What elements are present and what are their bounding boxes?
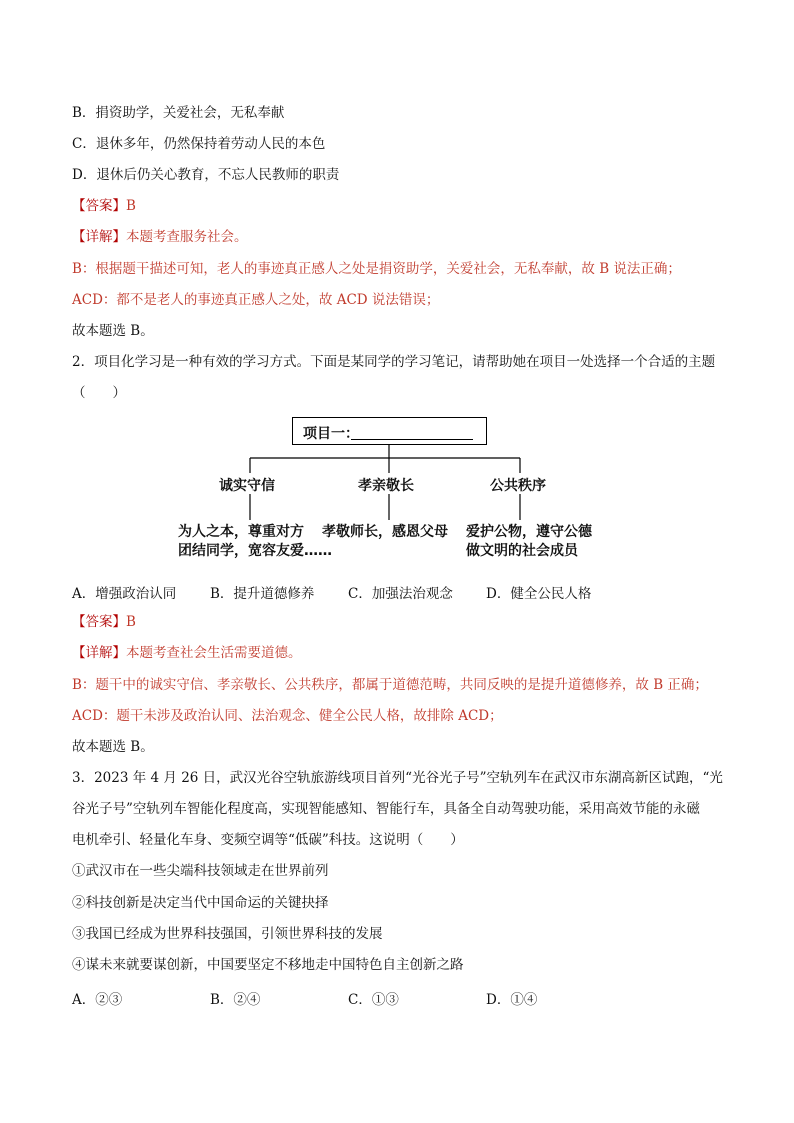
q2-explanation-b: B：题干中的诚实守信、孝亲敬长、公共秩序，都属于道德范畴，共同反映的是提升道德修养，故 B 正确； <box>72 677 708 693</box>
q3-item-1: ①武汉市在一些尖端科技领域走在世界前列 <box>72 863 329 879</box>
branch-filial-piety: 孝亲敬长 <box>358 478 414 494</box>
q3-option-b: B．②④ <box>210 992 261 1008</box>
desc-right-2: 做文明的社会成员 <box>466 543 578 559</box>
q2-options <box>72 582 732 600</box>
q1-answer-line <box>72 197 732 215</box>
q1-option-c: C．退休多年，仍然保持着劳动人民的本色 <box>72 136 326 152</box>
desc-left-1: 为人之本，尊重对方 <box>178 524 304 540</box>
answer-tag: 【答案】 <box>72 198 126 214</box>
q2-detail-line <box>72 644 732 662</box>
desc-right-1: 爱护公物，遵守公德 <box>466 524 592 540</box>
detail-tag: 【详解】 <box>72 229 126 245</box>
q1-detail-line <box>72 228 732 246</box>
q2-conclusion: 故本题选 B。 <box>72 739 154 755</box>
q3-stem-line3: 电机牵引、轻量化车身、变频空调等“低碳”科技。这说明（ ） <box>72 832 464 848</box>
answer-value: B <box>126 198 136 214</box>
q2-option-a: A．增强政治认同 <box>72 586 177 602</box>
desc-left-2: 团结同学，宽容友爱…… <box>178 543 332 559</box>
q1-option-d: D．退休后仍关心教育，不忘人民教师的职责 <box>72 167 340 183</box>
branch-honesty: 诚实守信 <box>219 478 275 494</box>
q2-answer-line <box>72 613 732 631</box>
detail-text: 本题考查服务社会。 <box>126 229 248 245</box>
q2-stem-line1: 2．项目化学习是一种有效的学习方式。下面是某同学的学习笔记，请帮助她在项目一处选择一个合适的主题 <box>72 354 716 370</box>
q1-explanation-acd: ACD：都不是老人的事迹真正感人之处，故 ACD 说法错误； <box>72 292 440 308</box>
q3-item-4: ④谋未来就要谋创新，中国要坚定不移地走中国特色自主创新之路 <box>72 957 464 973</box>
q2-option-d: D．健全公民人格 <box>486 586 592 602</box>
answer-value: B <box>126 614 136 630</box>
q2-explanation-acd: ACD：题干未涉及政治认同、法治观念、健全公民人格，故排除 ACD； <box>72 708 503 724</box>
desc-mid-1: 孝敬师长，感恩父母 <box>322 524 448 540</box>
q3-stem-line1: 3．2023 年 4 月 26 日，武汉光谷空轨旅游线项目首列“光谷光子号”空轨列车在武汉市东湖高新区试跑，“光 <box>72 770 723 786</box>
answer-tag: 【答案】 <box>72 614 126 630</box>
q3-option-d: D．①④ <box>486 992 538 1008</box>
q3-options <box>72 988 732 1006</box>
detail-tag: 【详解】 <box>72 645 126 661</box>
q1-conclusion: 故本题选 B。 <box>72 323 154 339</box>
detail-text: 本题考查社会生活需要道德。 <box>126 645 302 661</box>
diagram-box-label: 项目一： <box>303 426 359 442</box>
q3-option-c: C．①③ <box>348 992 399 1008</box>
q3-stem-line2: 谷光子号”空轨列车智能化程度高，实现智能感知、智能行车，具备全自动驾驶功能，采用高效节能的永磁 <box>72 801 700 817</box>
q2-stem-line2: （ ） <box>72 385 126 401</box>
q2-option-b: B．提升道德修养 <box>210 586 315 602</box>
branch-public-order: 公共秩序 <box>490 478 546 494</box>
diagram-blank-line <box>351 439 473 440</box>
q1-option-b: B．捐资助学，关爱社会，无私奉献 <box>72 105 285 121</box>
q3-option-a: A．②③ <box>72 992 123 1008</box>
q3-item-3: ③我国已经成为世界科技强国，引领世界科技的发展 <box>72 926 383 942</box>
q3-item-2: ②科技创新是决定当代中国命运的关键抉择 <box>72 895 329 911</box>
diagram-project-box <box>292 417 487 445</box>
q2-option-c: C．加强法治观念 <box>348 586 453 602</box>
q1-explanation-b: B：根据题干描述可知，老人的事迹真正感人之处是捐资助学，关爱社会，无私奉献，故 B 说法正确； <box>72 261 681 277</box>
